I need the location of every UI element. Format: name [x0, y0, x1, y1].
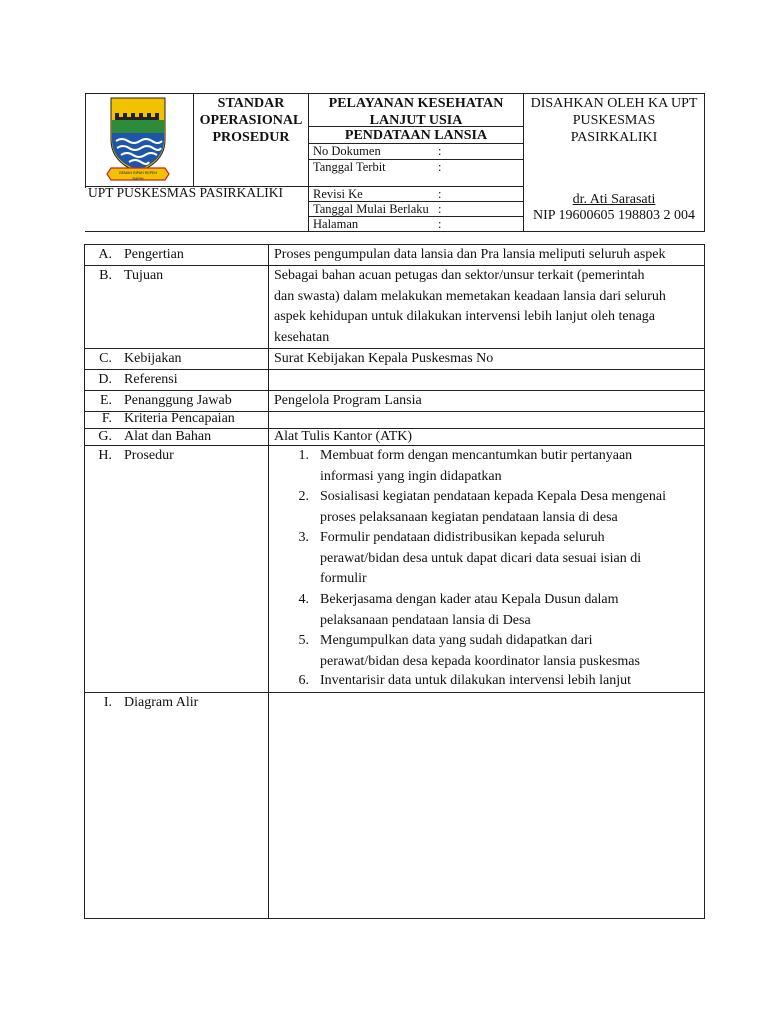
content-kebijakan: Surat Kebijakan Kepala Puskesmas No: [274, 351, 494, 366]
meta-tanggal-mulai-berlaku: Tanggal Mulai Berlaku: [313, 202, 429, 216]
approval-block: DISAHKAN OLEH KA UPT PUSKESMAS PASIRKALIKI: [530, 96, 698, 145]
list-item: 6. Inventarisir data untuk dilakukan intervensi lebih lanjut: [298, 673, 632, 688]
section-label-diagram-alir: I. Diagram Alir: [103, 695, 199, 710]
institution-name: UPT PUSKESMAS PASIRKALIKI: [88, 185, 284, 200]
section-label-pengertian: A. Pengertian: [98, 247, 184, 262]
document-subtitle: PENDATAAN LANSIA: [344, 128, 488, 143]
meta-tanggal-terbit: Tanggal Terbit: [313, 160, 386, 174]
logo-motto: GEMAH RIPAH REPEH RAPIH: [118, 171, 158, 181]
section-label-prosedur: H. Prosedur: [98, 448, 174, 463]
meta-revisi-ke: Revisi Ke: [313, 187, 363, 201]
section-label-kebijakan: C. Kebijakan: [99, 351, 182, 366]
section-label-referensi: D. Referensi: [98, 372, 178, 387]
signatory-name: dr. Ati Sarasati: [572, 192, 656, 207]
meta-halaman: Halaman: [313, 217, 359, 231]
list-item: 5. Mengumpulkan data yang sudah didapatkan dari perawat/bidan desa kepada koordinator lansia puskesmas: [298, 633, 640, 669]
service-title: PELAYANAN KESEHATAN LANJUT USIA: [328, 96, 504, 128]
signatory-nip: NIP 19600605 198803 2 004: [532, 208, 696, 223]
content-tujuan: Sebagai bahan acuan petugas dan sektor/unsur terkait (pemerintah dan swasta) dalam melakukan memetakan keadaan lansia dari seluruh aspek kehidupan untuk dilakukan intervensi lebih lanjut oleh tenaga kesehatan: [274, 268, 666, 345]
content-penanggung-jawab: Pengelola Program Lansia: [274, 393, 422, 408]
section-label-kriteria-pencapaian: F. Kriteria Pencapaian: [101, 411, 235, 426]
list-item: 2. Sosialisasi kegiatan pendataan kepada Kepala Desa mengenai proses pelaksanaan kegiatan pendataan lansia di desa: [298, 489, 666, 525]
list-item: 4. Bekerjasama dengan kader atau Kepala Dusun dalam pelaksanaan pendataan lansia di Desa: [298, 592, 619, 628]
content-alat-dan-bahan: Alat Tulis Kantor (ATK): [274, 429, 413, 444]
content-pengertian: Proses pengumpulan data lansia dan Pra lansia meliputi seluruh aspek: [274, 247, 666, 262]
section-label-tujuan: B. Tujuan: [99, 268, 164, 283]
institution-logo: [105, 96, 171, 182]
section-label-penanggung-jawab: E. Penanggung Jawab: [99, 393, 232, 408]
section-label-alat-dan-bahan: G. Alat dan Bahan: [98, 429, 212, 444]
sop-title: STANDAR OPERASIONAL PROSEDUR: [199, 96, 303, 145]
list-item: 3. Formulir pendataan didistribusikan kepada seluruh perawat/bidan desa untuk dapat dicari data sesuai isian di formulir: [298, 530, 642, 586]
list-item: 1. Membuat form dengan mencantumkan butir pertanyaan informasi yang ingin didapatkan: [298, 448, 633, 484]
meta-no-dokumen: No Dokumen: [313, 144, 381, 158]
